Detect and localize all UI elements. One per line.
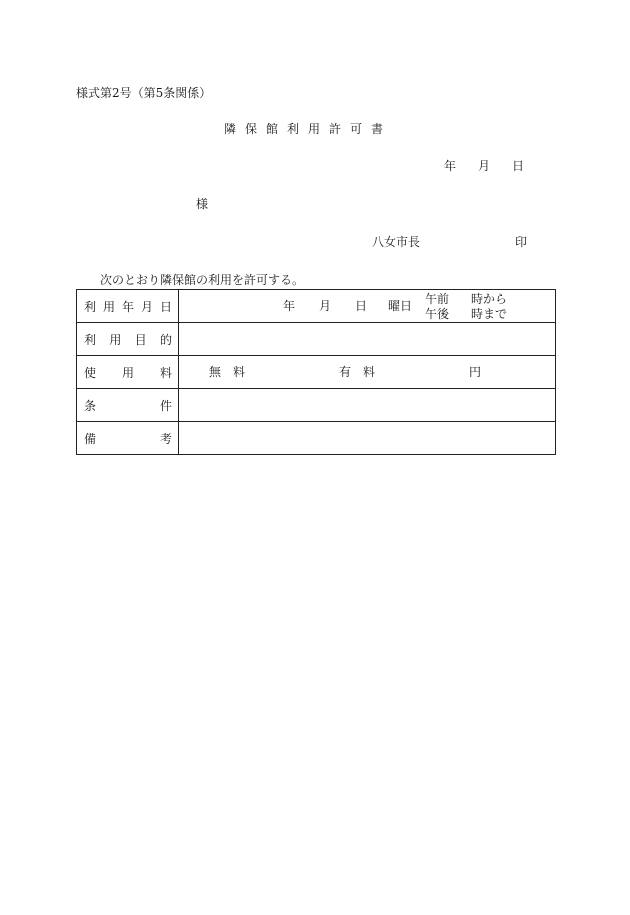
label-chars: 備 考: [84, 431, 172, 446]
usage-year: 年: [283, 299, 296, 313]
label-fee: [77, 356, 179, 389]
table-row: [77, 422, 556, 455]
table-row: [77, 356, 556, 389]
purpose-value[interactable]: [179, 323, 556, 356]
pm-label: 午後: [425, 307, 450, 321]
table-row: [77, 389, 556, 422]
document-title: 隣保館利用許可書: [224, 122, 393, 136]
am-label: 午前: [425, 292, 450, 306]
label-purpose: [77, 323, 179, 356]
label-conditions: [77, 389, 179, 422]
table-row: [77, 323, 556, 356]
intro-text: 次のとおり隣保館の利用を許可する。: [100, 273, 305, 287]
usage-weekday: 曜日: [388, 299, 413, 313]
seal-mark: 印: [515, 235, 528, 249]
fee-value[interactable]: [179, 356, 556, 389]
yen-unit: 円: [469, 365, 482, 379]
permit-table: [76, 289, 556, 455]
date-day: 日: [512, 159, 525, 173]
fee-paid-option: 有 料: [339, 365, 376, 379]
remarks-value[interactable]: [179, 422, 556, 455]
form-number: 様式第2号（第5条関係）: [76, 86, 212, 100]
date-month: 月: [478, 159, 491, 173]
fee-free-option: 無 料: [209, 365, 246, 379]
addressee-suffix: 様: [196, 197, 209, 211]
issuer-name: 八女市長: [372, 235, 421, 249]
from-label: 時から: [471, 292, 508, 306]
conditions-value[interactable]: [179, 389, 556, 422]
usage-date-value[interactable]: [179, 290, 556, 323]
label-usage-date: [77, 290, 179, 323]
label-chars: 条 件: [84, 398, 172, 413]
table-row: [77, 290, 556, 323]
usage-day: 日: [355, 299, 368, 313]
until-label: 時まで: [471, 307, 508, 321]
label-remarks: [77, 422, 179, 455]
issue-date: [444, 159, 524, 173]
label-chars: 使 用 料: [84, 365, 172, 380]
label-chars: 利 用 目 的: [84, 332, 172, 347]
label-chars: 利 用 年 月 日: [84, 299, 172, 314]
date-year: 年: [444, 159, 457, 173]
usage-month: 月: [319, 299, 332, 313]
